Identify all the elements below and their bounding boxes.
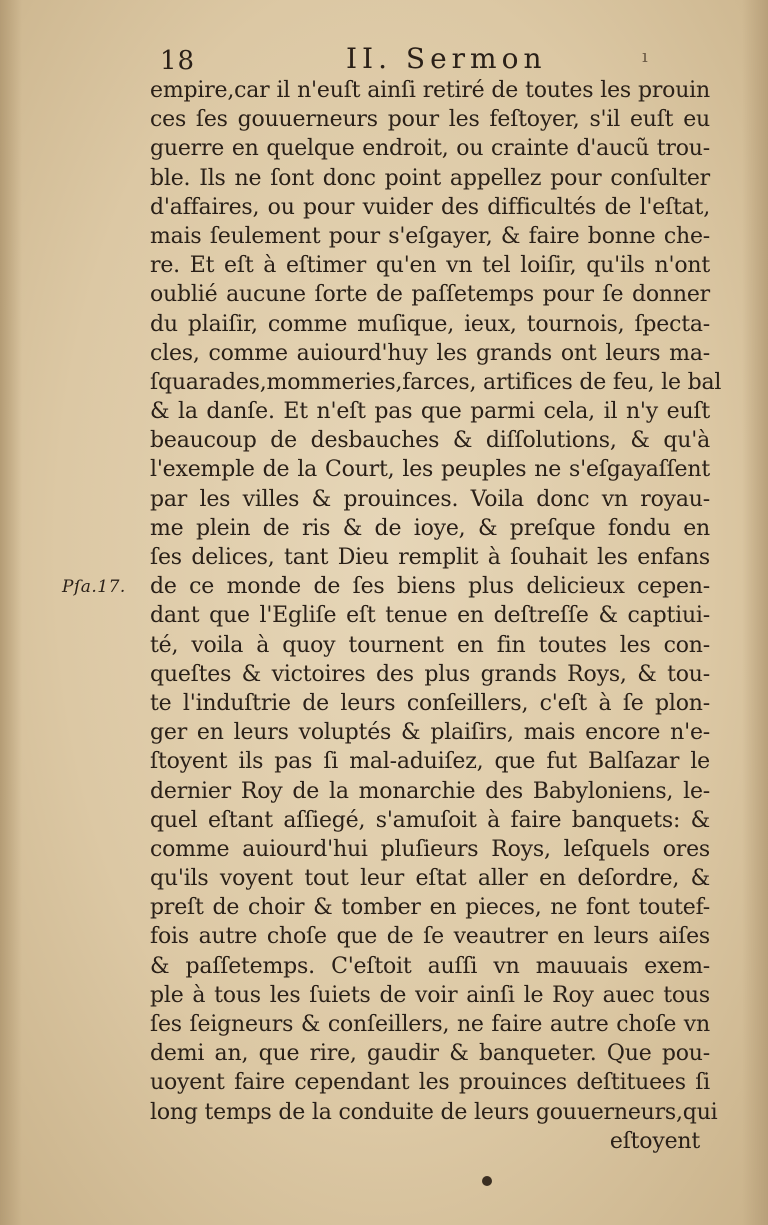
text-line: mais ſeulement pour s'eſgayer, & faire bonne che- [150, 223, 710, 249]
text-line: cles, comme auiourd'huy les grands ont leurs ma- [150, 340, 710, 366]
text-line: empire,car il n'euſt ainſi retiré de toutes les prouin [150, 78, 710, 103]
text-line: oublié aucune ſorte de paſſetemps pour ſe donner [150, 282, 710, 308]
text-line: & la danſe. Et n'eſt pas que parmi cela, il n'y euſt [150, 399, 710, 425]
top-mark: ı [642, 46, 648, 67]
page-right-edge-shadow [742, 0, 768, 1225]
text-line: te l'induſtrie de leurs conſeillers, c'eſt à ſe plon- [150, 690, 710, 716]
page-number: 18 [160, 46, 196, 76]
text-line: re. Et eſt à eſtimer qu'en vn tel loiſir, qu'ils n'ont [150, 253, 710, 279]
text-line: uoyent faire cependant les prouinces deſtituees ſi [150, 1070, 710, 1096]
text-line: ble. Ils ne ſont donc point appellez pour conſulter [150, 165, 710, 191]
text-line: & paſſetemps. C'eſtoit auſſi vn mauuais exem- [150, 953, 710, 979]
text-line: d'affaires, ou pour vuider des difficultés de l'eſtat, [150, 194, 710, 220]
text-line: demi an, que rire, gaudir & banqueter. Que pou- [150, 1041, 710, 1067]
running-head [150, 40, 710, 80]
text-line: par les villes & prouinces. Voila donc vn royau- [150, 486, 710, 512]
text-line: fois autre choſe que de ſe veautrer en leurs aiſes [150, 924, 710, 950]
ink-dot [482, 1176, 492, 1186]
text-line: queſtes & victoires des plus grands Roys, & tou- [150, 661, 710, 687]
text-line: de ce monde de ſes biens plus delicieux cepen- [150, 574, 710, 600]
catchword: eſtoyent [609, 1128, 700, 1154]
body-text [150, 76, 722, 1156]
running-head-title: II. Sermon [346, 42, 547, 75]
text-line: ſtoyent ils pas ſi mal-aduiſez, que fut Balſazar le [150, 749, 710, 775]
text-line: me plein de ris & de ioye, & preſque fondu en [150, 515, 710, 541]
text-line: ple à tous les ſuiets de voir ainſi le Roy auec tous [150, 982, 710, 1008]
text-line: guerre en quelque endroit, ou crainte d'aucũ trou- [150, 136, 710, 162]
text-line: ſquarades,mommeries,farces, artifices de feu, le bal [150, 369, 722, 395]
text-line: dernier Roy de la monarchie des Babyloniens, le- [150, 778, 710, 804]
margin-note: Pſa.17. [62, 577, 126, 597]
text-line: ſes delices, tant Dieu remplit à ſouhait les enfans [150, 545, 710, 570]
text-line: qu'ils voyent tout leur eſtat aller en deſordre, & [150, 866, 710, 892]
text-line: comme auiourd'hui pluſieurs Roys, leſquels ores [150, 836, 710, 862]
text-line: preſt de choir & tomber en pieces, ne font toutef- [150, 895, 710, 921]
text-line: dant que l'Egliſe eſt tenue en deſtreſſe & captiui- [150, 603, 710, 629]
text-line: du plaiſir, comme muſique, ieux, tournois, ſpecta- [150, 311, 710, 337]
page-left-edge-shadow [0, 0, 22, 1225]
text-line: long temps de la conduite de leurs gouuerneurs,qui [150, 1099, 718, 1125]
text-line: ces ſes gouuerneurs pour les feſtoyer, s'il euſt eu [150, 107, 710, 133]
text-line: té, voila à quoy tournent en fin toutes les con- [150, 632, 710, 658]
text-line: quel eſtant aſſiegé, s'amuſoit à faire banquets: & [150, 807, 710, 833]
text-line: ger en leurs voluptés & plaiſirs, mais encore n'e- [150, 720, 710, 746]
text-line: beaucoup de desbauches & diſſolutions, & qu'à [150, 428, 710, 454]
text-line: ſes ſeigneurs & conſeillers, ne faire autre choſe vn [150, 1012, 710, 1037]
text-line: l'exemple de la Court, les peuples ne s'eſgayaſſent [150, 457, 710, 483]
